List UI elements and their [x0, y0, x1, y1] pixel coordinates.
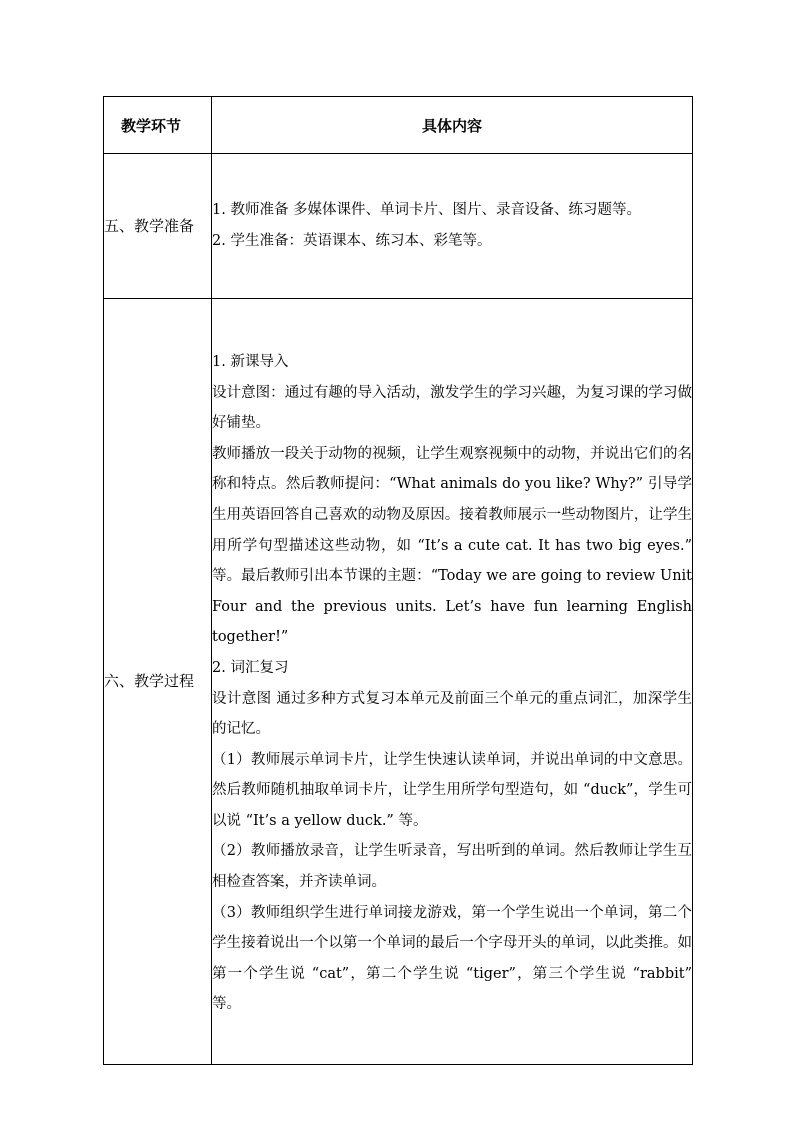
process-paragraph: （1）教师展示单词卡片，让学生快速认读单词，并说出单词的中文意思。然后教师随机抽取单词卡片，让学生用所学句型造句，如 “duck”，学生可以说 “It’s a yellow duck.” 等。 — [212, 751, 692, 829]
preparation-content — [212, 154, 693, 299]
process-paragraph: 教师播放一段关于动物的视频，让学生观察视频中的动物，并说出它们的名称和特点。然后教师提问：“What animals do you like? Why?” 引导学生用英语回答自己喜欢的动物及原因。接着教师展示一些动物图片，让学生用所学句型描述这些动物，如 “It’s a cute cat. It has two big eyes.” 等。最后教师引出本节课的主题：“Today we are going to review Unit Four and the previous units. Let’s have fun learning English together!” — [212, 445, 692, 646]
table-row-preparation — [104, 154, 693, 299]
stage-label-preparation: 五、教学准备 — [104, 154, 212, 299]
process-content — [212, 299, 693, 1065]
prep-paragraph: 2. 学生准备：英语课本、练习本、彩笔等。 — [212, 233, 492, 249]
table-header-row — [104, 97, 693, 154]
process-heading-vocab: 2. 词汇复习 — [212, 659, 289, 676]
process-paragraph: （2）教师播放录音，让学生听录音，写出听到的单词。然后教师让学生互相检查答案，并齐读单词。 — [212, 843, 692, 891]
process-heading-intro: 1. 新课导入 — [212, 353, 289, 370]
stage-label-process: 六、教学过程 — [104, 299, 212, 1065]
process-paragraph: 设计意图：通过有趣的导入活动，激发学生的学习兴趣，为复习课的学习做好铺垫。 — [212, 384, 692, 432]
header-teaching-stage: 教学环节 — [104, 97, 212, 154]
process-paragraph: （3）教师组织学生进行单词接龙游戏，第一个学生说出一个单词，第二个学生接着说出一个以第一个单词的最后一个字母开头的单词，以此类推。如第一个学生说 “cat”，第二个学生说 “tiger”，第三个学生说 “rabbit” 等。 — [212, 904, 692, 1013]
header-specific-content: 具体内容 — [212, 97, 693, 154]
table-row-process — [104, 299, 693, 1065]
prep-paragraph: 1. 教师准备 多媒体课件、单词卡片、图片、录音设备、练习题等。 — [212, 202, 642, 219]
lesson-plan-table — [103, 96, 693, 1065]
process-paragraph: 设计意图 通过多种方式复习本单元及前面三个单元的重点词汇，加深学生的记忆。 — [212, 690, 692, 738]
